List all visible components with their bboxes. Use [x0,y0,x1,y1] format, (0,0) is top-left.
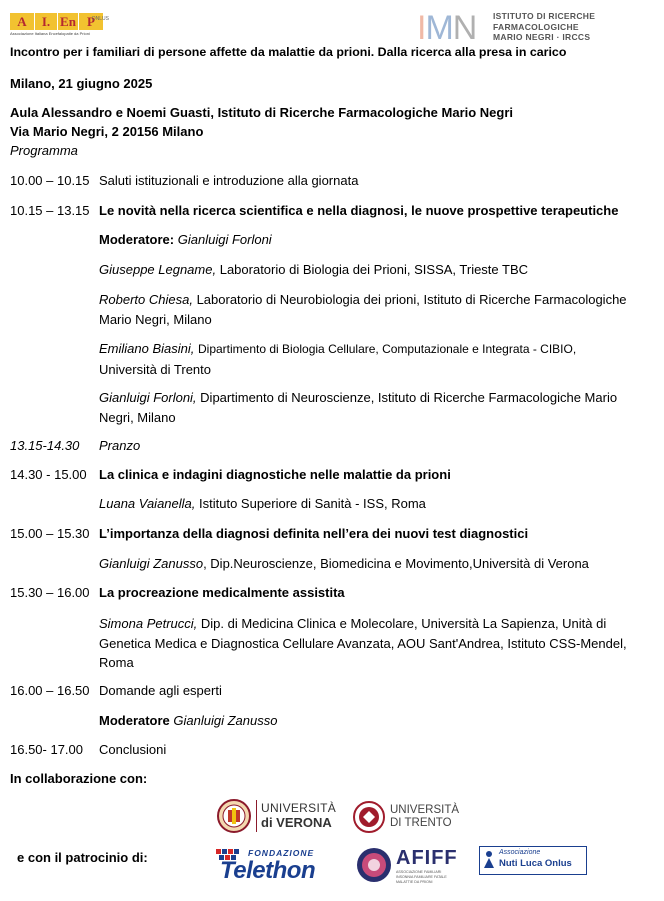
afiff-logo [356,845,456,885]
session-time: 10.00 – 10.15 [10,173,90,188]
speaker: Emiliano Biasini, Dipartimento di Biologia Cellulare, Computazionale e Integrata - CIBIO, Università di Trento [99,341,577,377]
afiff-main: AFIFF [396,847,458,869]
imn-mark: IMN [417,9,477,47]
moderator: Moderatore Gianluigi Zanusso [99,713,278,728]
aienp-logo [10,13,107,37]
aienp-cell: En [58,13,79,30]
event-date: Milano, 21 giugno 2025 [10,76,153,91]
session-title: La procreazione medicalmente assistita [99,585,345,600]
collaboration-label: In collaborazione con: [10,771,148,786]
session-time: 10.15 – 13.15 [10,203,90,218]
aienp-tag: ONLUS [91,16,109,22]
nuti-figure-icon [482,850,496,870]
session-title: Conclusioni [99,742,167,757]
telethon-main: Telethon [220,857,316,884]
session-title: Saluti istituzionali e introduzione alla giornata [99,173,359,188]
speaker: Simona Petrucci, Dip. di Medicina Clinica e Molecolare, Università La Sapienza, Unità di Genetica Medica e Diagnostica Cellulare Avanzata, AOU Sant'Andrea, Istituto CSS-Mendel, Roma [99,616,627,670]
session-time: 14.30 - 15.00 [10,467,87,482]
session-title: L’importanza della diagnosi definita nell’era dei nuovi test diagnostici [99,526,529,541]
mario-negri-logo [417,11,617,45]
programma-heading: Programma [10,143,78,158]
trento-seal-icon [353,801,385,833]
patrocinio-label: e con il patrocinio di: [17,850,148,865]
speaker: Luana Vaianella, Istituto Superiore di Sanità - ISS, Roma [99,496,426,511]
nuti-luca-logo [479,846,587,875]
aienp-cell: A [10,13,35,30]
event-address: Via Mario Negri, 2 20156 Milano [10,124,204,139]
aienp-cell: P [79,13,104,30]
trento-line2: DI TRENTO [390,817,452,829]
verona-seal-icon [217,799,251,833]
session-time: 16.00 – 16.50 [10,683,90,698]
session-title: La clinica e indagini diagnostiche nelle malattie da prioni [99,467,451,482]
nuti-main: Nuti Luca Onlus [499,858,572,869]
session-title: Domande agli esperti [99,683,222,698]
session-time: 15.00 – 15.30 [10,526,90,541]
speaker: Roberto Chiesa, Laboratorio di Neurobiologia dei prioni, Istituto di Ricerche Farmacologiche Mario Negri, Milano [99,292,627,327]
trento-line1: UNIVERSITÀ [390,804,460,816]
aienp-tagline: Associazione Italiana Encefalopatie da Prioni [10,31,90,36]
afiff-emblem-icon [356,847,392,883]
event-title: Incontro per i familiari di persone affette da malattie da prioni. Dalla ricerca alla presa in carico [10,45,567,59]
verona-line2: di VERONA [261,815,332,830]
verona-line1: UNIVERSITÀ [261,801,337,815]
afiff-sub: ASSOCIAZIONE FAMILIARI INSONNIA FAMILIARE FATALE MALATTIE DA PRIONI [396,870,447,884]
session-time: 13.15-14.30 [10,438,80,453]
speaker: Giuseppe Legname, Laboratorio di Biologia dei Prioni, SISSA, Trieste TBC [99,262,529,277]
speaker: Gianluigi Zanusso, Dip.Neuroscienze, Biomedicina e Movimento,Università di Verona [99,556,589,571]
univ-trento-logo [353,799,458,835]
session-title: Le novità nella ricerca scientifica e nella diagnosi, le nuove prospettive terapeutiche [99,203,619,218]
nuti-top: Associazione [499,849,541,856]
session-time: 15.30 – 16.00 [10,585,90,600]
univ-verona-logo [217,798,337,836]
moderator: Moderatore: Gianluigi Forloni [99,232,272,247]
imn-text: ISTITUTO DI RICERCHE FARMACOLOGICHE MARIO NEGRI · IRCCS [493,11,596,42]
aienp-cell: I. [35,13,58,30]
session-time: 16.50- 17.00 [10,742,84,757]
telethon-top: FONDAZIONE [248,848,315,858]
speaker: Gianluigi Forloni, Dipartimento di Neuroscienze, Istituto di Ricerche Farmacologiche Mario Negri, Milano [99,390,618,425]
event-venue: Aula Alessandro e Noemi Guasti, Istituto di Ricerche Farmacologiche Mario Negri [10,105,514,120]
session-title: Pranzo [99,438,141,453]
telethon-logo [216,845,326,887]
